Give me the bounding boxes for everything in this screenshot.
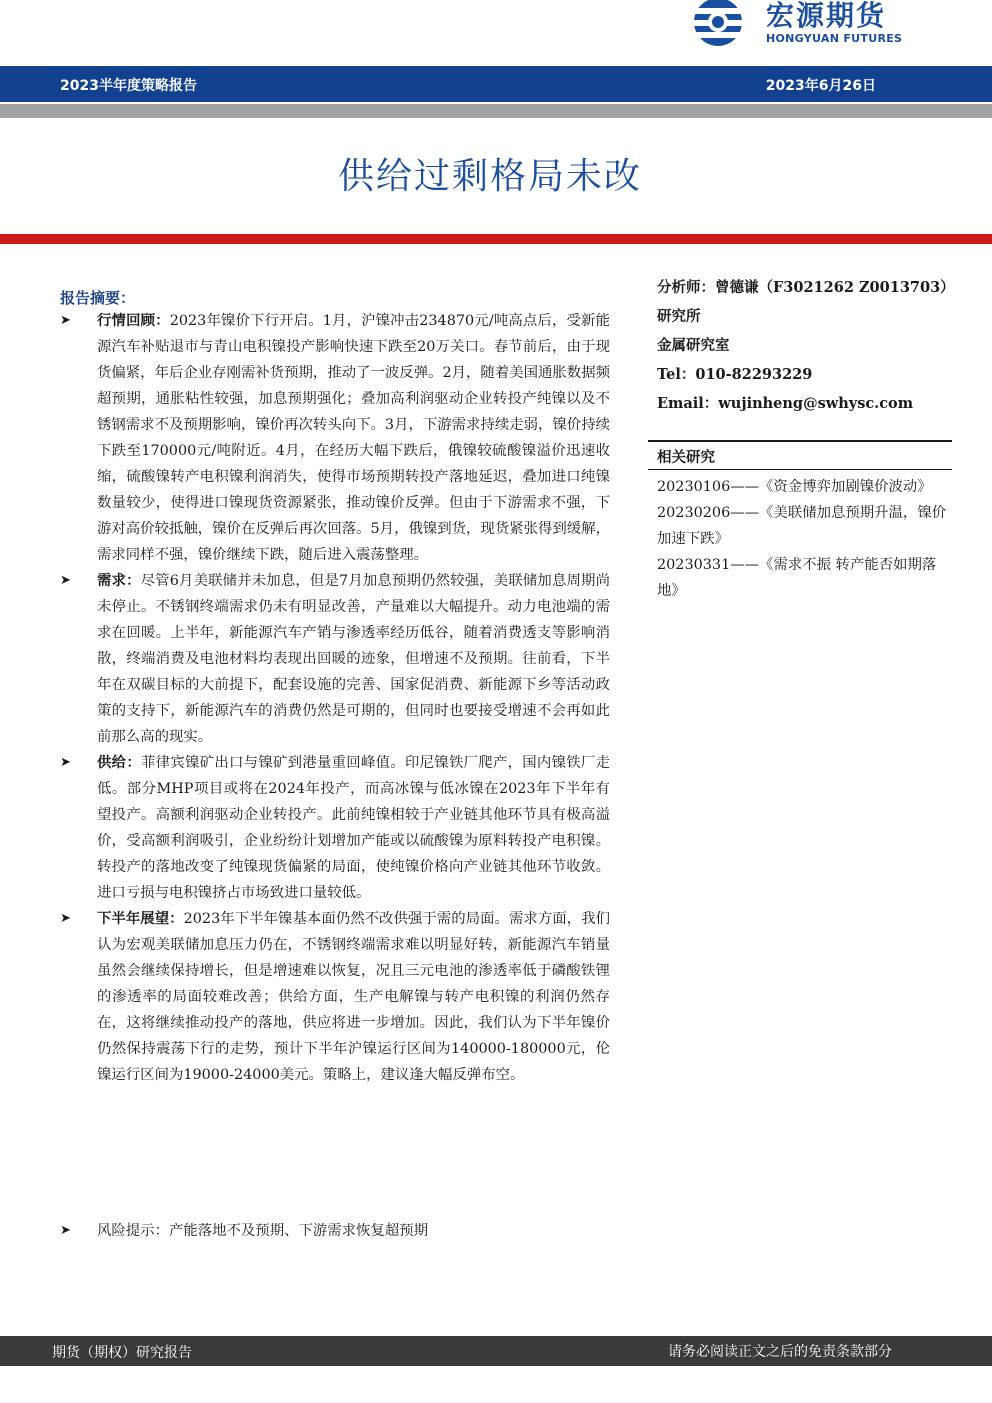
footer-left: 期货（期权）研究报告 [52, 1345, 192, 1361]
analyst-info [657, 273, 957, 418]
bullet-lead: 供给： [97, 754, 141, 771]
analyst-name: 分析师：曾德谦（F3021262 Z0013703） [657, 279, 955, 296]
related-item[interactable]: 20230331——《需求不振 转产能否如期落地》 [657, 557, 937, 599]
bullet-outlook [60, 906, 610, 1088]
company-logo [682, 0, 932, 52]
bullet-text: 2023年镍价下行开启。1月，沪镍冲击234870元/吨高点后，受新能源汽车补贴退市与青山电积镍投产影响快速下跌至20万关口。春节前后，由于现货偏紧，年后企业存刚需补货预期，推动了一波反弹。2月，随着美国通胀数据频超预期，通胀粘性较强，加息预期强化；叠加高利润驱动企业转投产纯镍以及不锈钢需求不及预期影响，镍价再次转头向下。3月，下游需求持续走弱，镍价持续下跌至170000元/吨附近。4月，在经历大幅下跌后，俄镍较硫酸镍溢价迅速收缩，硫酸镍转产电积镍利润消失，使得市场预期转投产落地延迟，叠加进口纯镍数量较少，使得进口镍现货资源紧张，推动镍价反弹。但由于下游需求不强，下游对高价较抵触，镍价在反弹后再次回落。5月，俄镍到货，现货紧张得到缓解，需求同样不强，镍价继续下跌，随后进入震荡整理。 [97, 313, 610, 563]
summary-bullets [60, 308, 610, 1088]
red-divider [0, 234, 992, 244]
institute: 研究所 [657, 308, 701, 325]
bullet-text: 尽管6月美联储并未加息，但是7月加息预期仍然较强，美联储加息周期尚未停止。不锈钢终端需求仍未有明显改善，产量难以大幅提升。动力电池端的需求在回暖。上半年，新能源汽车产销与渗透率经历低谷，随着消费透支等影响消散，终端消费及电池材料均表现出回暖的迹象，但增速不及预期。往前看，下半年在双碳目标的大前提下，配套设施的完善、国家促消费、新能源下乡等活动政策的支持下，新能源汽车的消费仍然是可期的，但同时也要接受增速不会再如此前那么高的现实。 [97, 573, 610, 745]
bullet-lead: 下半年展望： [97, 910, 184, 927]
bullet-market-review [60, 308, 610, 568]
page-title: 供给过剩格局未改 [337, 156, 642, 197]
arrow-bullet-icon: ➤ [60, 755, 71, 770]
risk-text: 风险提示：产能落地不及预期、下游需求恢复超预期 [97, 1223, 428, 1239]
bullet-text: 2023年下半年镍基本面仍然不改供强于需的局面。需求方面，我们认为宏观美联储加息压力仍在，不锈钢终端需求难以明显好转，新能源汽车销量虽然会继续保持增长，但是增速难以恢复，况且三元电池的渗透率低于磷酸铁锂的渗透率的局面较难改善；供给方面，生产电解镍与转产电积镍的利润仍然存在，这将继续推动投产的落地，供应将进一步增加。因此，我们认为下半年镍价仍然保持震荡下行的走势，预计下半年沪镍运行区间为140000-180000元，伦镍运行区间为19000-24000美元。策略上，建议逢大幅反弹布空。 [97, 911, 610, 1083]
report-date: 2023年6月26日 [765, 78, 876, 94]
related-item[interactable]: 20230206——《美联储加息预期升温，镍价加速下跌》 [657, 505, 947, 547]
header-bar [0, 66, 992, 102]
related-research [648, 440, 952, 604]
hongyuan-logo-icon [682, 0, 754, 48]
logo-text-en: HONGYUAN FUTURES [766, 32, 903, 45]
telephone: Tel：010-82293229 [657, 366, 813, 383]
related-heading: 相关研究 [657, 449, 715, 466]
footer-bar [0, 1336, 992, 1366]
bullet-lead: 行情回顾： [97, 312, 170, 329]
risk-note [60, 1218, 647, 1244]
bullet-supply [60, 750, 610, 906]
email: Email：wujinheng@swhysc.com [657, 395, 914, 412]
report-type: 2023半年度策略报告 [60, 78, 197, 94]
summary-heading: 报告摘要： [60, 289, 136, 307]
gray-divider [0, 104, 992, 118]
arrow-bullet-icon: ➤ [60, 573, 71, 588]
footer-right: 请务必阅读正文之后的免责条款部分 [668, 1344, 892, 1360]
arrow-bullet-icon: ➤ [60, 313, 71, 328]
bullet-text: 菲律宾镍矿出口与镍矿到港量重回峰值。印尼镍铁厂爬产，国内镍铁厂走低。部分MHP项目或将在2024年投产，而高冰镍与低冰镍在2023年下半年有望投产。高额利润驱动企业转投产。此前纯镍相较于产业链其他环节具有极高溢价，受高额利润吸引，企业纷纷计划增加产能或以硫酸镍为原料转投产电积镍。转投产的落地改变了纯镍现货偏紧的局面，使纯镍价格向产业链其他环节收敛。进口亏损与电积镍挤占市场致进口量较低。 [97, 755, 610, 901]
bullet-demand [60, 568, 610, 750]
arrow-bullet-icon: ➤ [60, 911, 71, 926]
department: 金属研究室 [657, 337, 730, 354]
bullet-lead: 需求： [97, 572, 141, 589]
related-item[interactable]: 20230106——《资金博弈加剧镍价波动》 [657, 479, 932, 495]
logo-text-cn: 宏源期货 [766, 0, 887, 32]
arrow-bullet-icon: ➤ [60, 1223, 71, 1238]
